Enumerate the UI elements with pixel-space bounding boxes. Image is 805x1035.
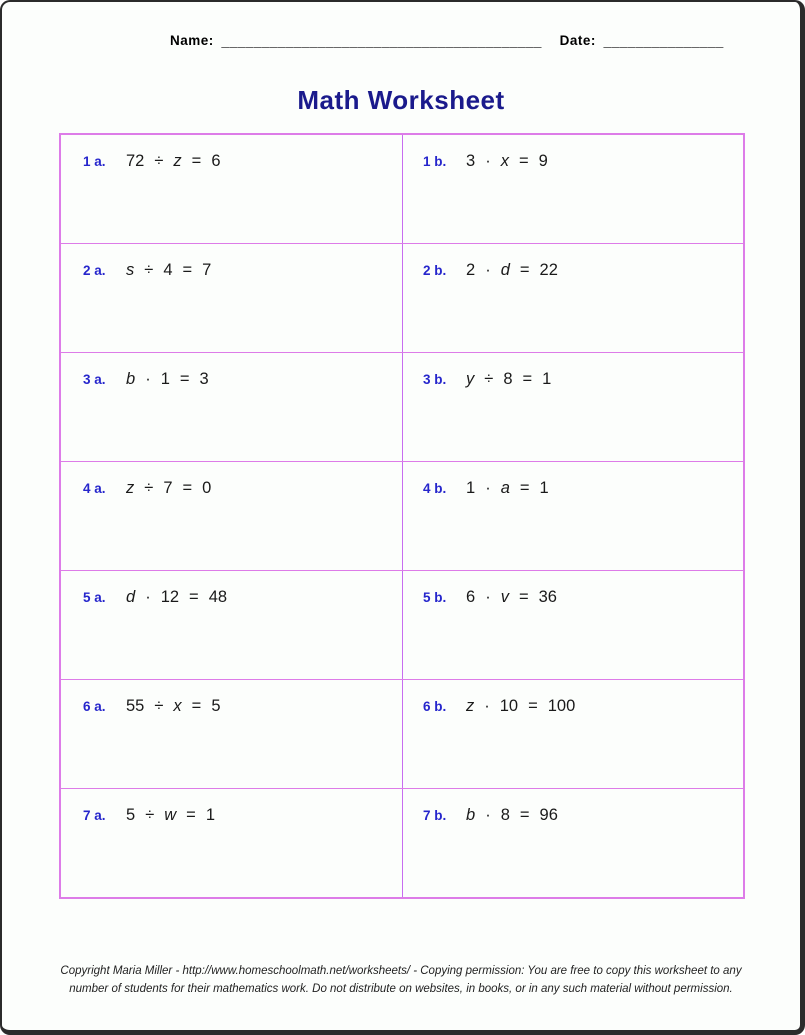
equation xyxy=(126,261,211,280)
equation-variable: x xyxy=(500,152,509,170)
table-row xyxy=(61,135,743,243)
equation xyxy=(466,697,575,716)
equation-variable: z xyxy=(126,479,135,497)
problem-cell xyxy=(402,244,743,352)
equation-token: 55 xyxy=(126,697,145,715)
equation-token: · xyxy=(485,261,491,279)
equation-token: 5 xyxy=(211,697,221,715)
equation-token: 1 xyxy=(205,806,215,824)
equation-token: 4 xyxy=(163,261,173,279)
table-row xyxy=(61,788,743,897)
date-label: Date: xyxy=(559,33,596,48)
equation-token: ÷ xyxy=(145,806,155,824)
problem-cell xyxy=(61,353,402,461)
problems-table xyxy=(59,133,745,899)
equation-token: = xyxy=(191,152,202,170)
equation-token: = xyxy=(518,588,529,606)
problem-cell xyxy=(402,680,743,788)
problem-cell xyxy=(402,462,743,570)
table-row xyxy=(61,243,743,352)
problem-cell xyxy=(61,789,402,897)
problem-cell xyxy=(402,353,743,461)
equation-token: = xyxy=(519,261,530,279)
equation-variable: z xyxy=(466,697,475,715)
equation-token: 8 xyxy=(503,370,513,388)
equation-token: ÷ xyxy=(154,152,164,170)
equation-token: 72 xyxy=(126,152,145,170)
equation-token: 1 xyxy=(466,479,476,497)
equation-token: = xyxy=(519,806,530,824)
page-title: Math Worksheet xyxy=(297,85,505,115)
equation-token: ÷ xyxy=(144,479,154,497)
equation-token: 3 xyxy=(199,370,209,388)
problem-cell xyxy=(61,135,402,243)
problem-label: 6 a. xyxy=(83,699,106,714)
problem-cell xyxy=(61,244,402,352)
problem-cell xyxy=(402,789,743,897)
equation-variable: b xyxy=(466,806,476,824)
problem-label: 7 b. xyxy=(423,808,447,823)
footer-line-1: Copyright Maria Miller - http://www.homeschoolmath.net/worksheets/ - Copying permission: You are free to copy this worksheet to any xyxy=(60,965,742,977)
problem-label: 3 b. xyxy=(423,372,447,387)
problem-cell xyxy=(402,135,743,243)
equation-token: 6 xyxy=(211,152,221,170)
equation-token: = xyxy=(179,370,190,388)
equation-token: · xyxy=(485,479,491,497)
equation-token: = xyxy=(189,588,199,606)
equation-token: ÷ xyxy=(154,697,164,715)
equation-token: · xyxy=(145,588,151,606)
equation-token: 22 xyxy=(539,261,558,279)
problem-cell xyxy=(61,571,402,679)
equation-token: 5 xyxy=(126,806,136,824)
table-row xyxy=(61,679,743,788)
equation-token: = xyxy=(182,479,193,497)
equation-token: · xyxy=(485,806,491,824)
equation xyxy=(466,806,558,825)
equation-token: 0 xyxy=(202,479,212,497)
footer-line-2: number of students for their mathematics work. Do not distribute on websites, in books, or in any such material without permission. xyxy=(69,983,733,995)
problem-label: 3 a. xyxy=(83,372,106,387)
date-blank-line: _______________ xyxy=(603,33,724,48)
equation-token: 96 xyxy=(539,806,558,824)
equation-variable: w xyxy=(164,806,177,824)
problem-label: 2 a. xyxy=(83,263,106,278)
equation-token: 7 xyxy=(163,479,173,497)
equation-token: 8 xyxy=(500,806,510,824)
equation-variable: a xyxy=(500,479,510,497)
equation-token: · xyxy=(485,152,491,170)
problem-cell xyxy=(61,462,402,570)
equation-variable: x xyxy=(173,697,182,715)
equation xyxy=(466,152,548,171)
problem-label: 6 b. xyxy=(423,699,447,714)
equation-token: = xyxy=(518,152,529,170)
problem-label: 7 a. xyxy=(83,808,106,823)
name-date-header xyxy=(170,33,800,48)
equation-token: · xyxy=(485,588,491,606)
equation-token: 2 xyxy=(466,261,476,279)
equation-token: 36 xyxy=(538,588,557,606)
equation-token: 6 xyxy=(466,588,476,606)
equation xyxy=(126,806,215,825)
problem-cell xyxy=(402,571,743,679)
table-row xyxy=(61,352,743,461)
equation-token: 3 xyxy=(466,152,476,170)
equation-token: 1 xyxy=(542,370,552,388)
equation-token: 10 xyxy=(499,697,519,715)
equation-token: 1 xyxy=(160,370,170,388)
table-row xyxy=(61,461,743,570)
equation-token: ÷ xyxy=(484,370,494,388)
equation-token: 9 xyxy=(538,152,548,170)
problem-label: 4 a. xyxy=(83,481,106,496)
problem-label: 5 b. xyxy=(423,590,447,605)
equation-token: = xyxy=(191,697,202,715)
equation-variable: d xyxy=(500,261,510,279)
equation xyxy=(126,370,209,389)
equation-token: = xyxy=(182,261,193,279)
equation-variable: v xyxy=(500,588,509,606)
equation xyxy=(126,588,227,607)
table-row xyxy=(61,570,743,679)
equation-token: 12 xyxy=(160,588,180,606)
equation-token: = xyxy=(186,806,196,824)
problem-label: 1 a. xyxy=(83,154,106,169)
equation xyxy=(466,261,558,280)
equation-token: · xyxy=(145,370,151,388)
equation-variable: z xyxy=(173,152,182,170)
problem-label: 4 b. xyxy=(423,481,447,496)
equation xyxy=(126,479,211,498)
equation xyxy=(126,697,221,716)
equation-token: = xyxy=(522,370,533,388)
equation-token: 1 xyxy=(539,479,549,497)
equation-token: 100 xyxy=(547,697,576,715)
footer xyxy=(2,962,800,998)
equation xyxy=(466,370,551,389)
equation-variable: s xyxy=(126,261,135,279)
equation-variable: y xyxy=(466,370,475,388)
equation-token: ÷ xyxy=(144,261,154,279)
equation-token: = xyxy=(528,697,538,715)
equation-token: = xyxy=(519,479,530,497)
equation-token: 48 xyxy=(208,588,228,606)
name-blank-line: ________________________________________ xyxy=(221,33,542,48)
name-label: Name: xyxy=(170,33,214,48)
problem-cell xyxy=(61,680,402,788)
equation xyxy=(126,152,221,171)
problem-label: 2 b. xyxy=(423,263,447,278)
equation xyxy=(466,479,549,498)
equation-token: 7 xyxy=(202,261,212,279)
problem-label: 5 a. xyxy=(83,590,106,605)
equation-token: · xyxy=(484,697,490,715)
equation-variable: d xyxy=(126,588,136,606)
problem-label: 1 b. xyxy=(423,154,447,169)
equation-variable: b xyxy=(126,370,136,388)
equation xyxy=(466,588,557,607)
